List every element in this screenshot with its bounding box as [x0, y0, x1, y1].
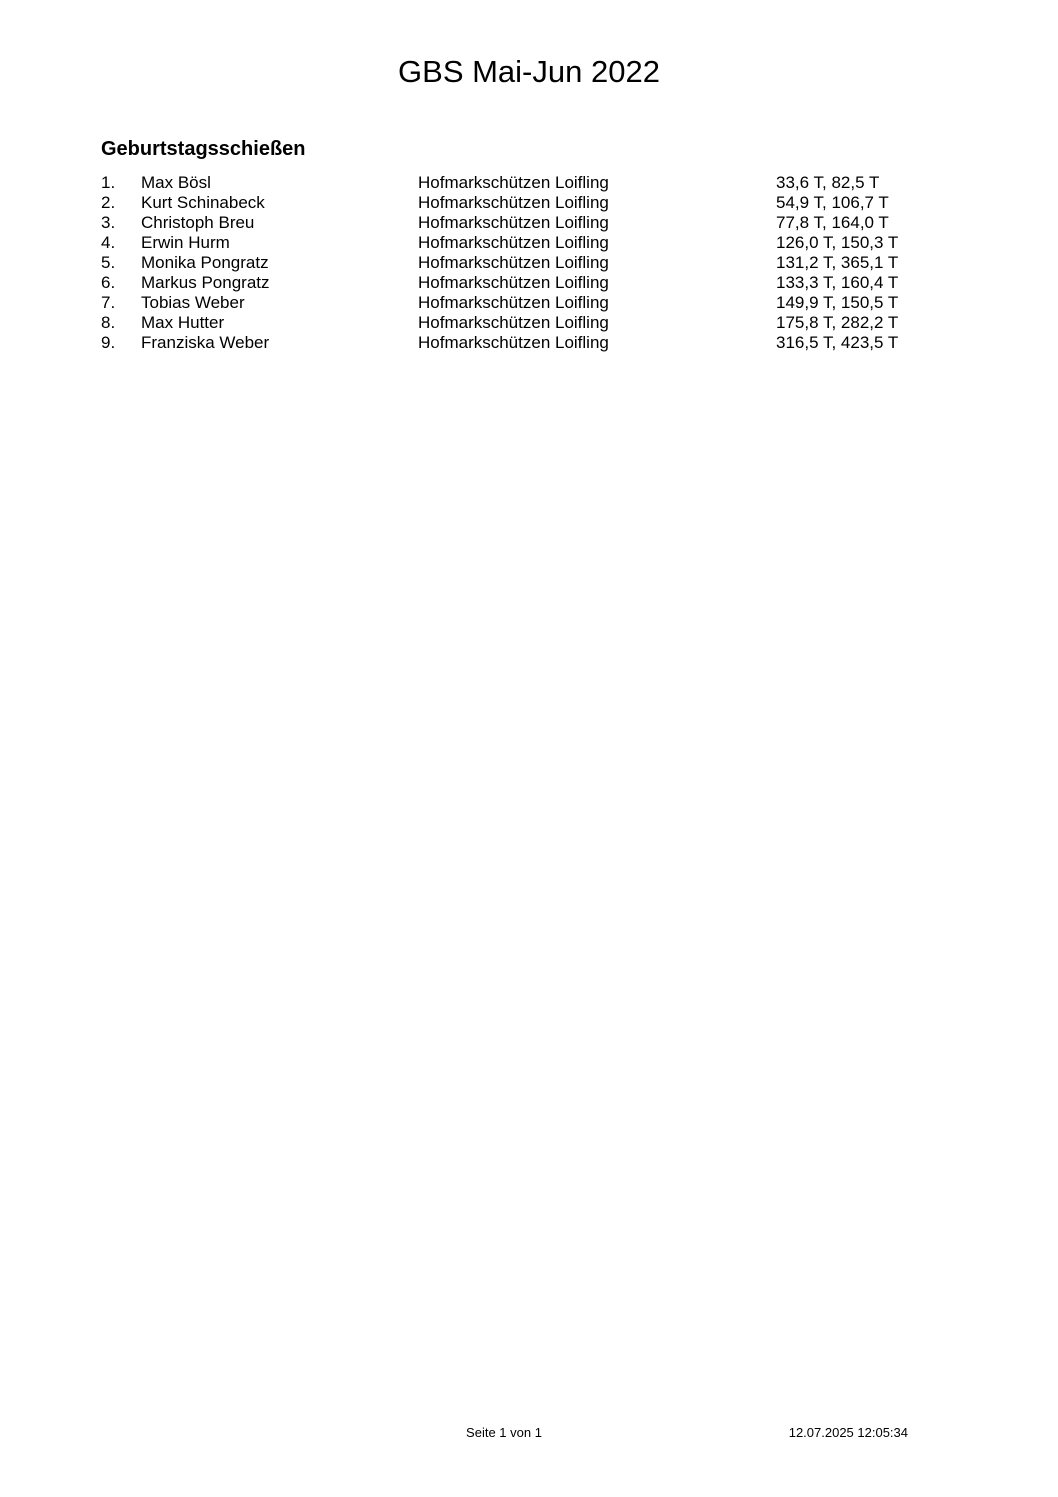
result-rank: 5. [101, 253, 116, 272]
result-row [0, 293, 1058, 313]
result-rank: 2. [101, 193, 116, 212]
result-score: 316,5 T, 423,5 T [776, 333, 899, 352]
result-club: Hofmarkschützen Loifling [418, 173, 609, 192]
result-rank: 9. [101, 333, 116, 352]
result-name: Kurt Schinabeck [141, 193, 265, 212]
result-name: Erwin Hurm [141, 233, 230, 252]
result-score: 149,9 T, 150,5 T [776, 293, 899, 312]
result-score: 54,9 T, 106,7 T [776, 193, 889, 212]
result-club: Hofmarkschützen Loifling [418, 293, 609, 312]
result-row [0, 233, 1058, 253]
result-score: 77,8 T, 164,0 T [776, 213, 889, 232]
result-rank: 3. [101, 213, 116, 232]
result-row [0, 173, 1058, 193]
result-row [0, 253, 1058, 273]
results-list [0, 173, 1058, 353]
result-row [0, 333, 1058, 353]
print-timestamp: 12.07.2025 12:05:34 [788, 1425, 908, 1440]
result-name: Markus Pongratz [141, 273, 270, 292]
result-name: Monika Pongratz [141, 253, 269, 272]
result-club: Hofmarkschützen Loifling [418, 273, 609, 292]
result-score: 33,6 T, 82,5 T [776, 173, 880, 192]
result-club: Hofmarkschützen Loifling [418, 253, 609, 272]
result-name: Max Hutter [141, 313, 225, 332]
result-row [0, 273, 1058, 293]
result-row [0, 193, 1058, 213]
result-rank: 6. [101, 273, 116, 292]
result-club: Hofmarkschützen Loifling [418, 313, 609, 332]
result-club: Hofmarkschützen Loifling [418, 233, 609, 252]
result-row [0, 213, 1058, 233]
result-row [0, 313, 1058, 333]
result-club: Hofmarkschützen Loifling [418, 213, 609, 232]
result-name: Max Bösl [141, 173, 211, 192]
result-rank: 7. [101, 293, 116, 312]
result-name: Christoph Breu [141, 213, 255, 232]
result-rank: 4. [101, 233, 116, 252]
result-club: Hofmarkschützen Loifling [418, 333, 609, 352]
result-score: 131,2 T, 365,1 T [776, 253, 899, 272]
result-score: 126,0 T, 150,3 T [776, 233, 899, 252]
result-score: 133,3 T, 160,4 T [776, 273, 899, 292]
result-club: Hofmarkschützen Loifling [418, 193, 609, 212]
result-rank: 8. [101, 313, 116, 332]
page-number: Seite 1 von 1 [466, 1425, 542, 1440]
section-heading: Geburtstagsschießen [101, 138, 306, 160]
document-title: GBS Mai-Jun 2022 [398, 54, 660, 89]
result-name: Tobias Weber [141, 293, 245, 312]
result-name: Franziska Weber [141, 333, 270, 352]
result-score: 175,8 T, 282,2 T [776, 313, 899, 332]
result-rank: 1. [101, 173, 116, 192]
